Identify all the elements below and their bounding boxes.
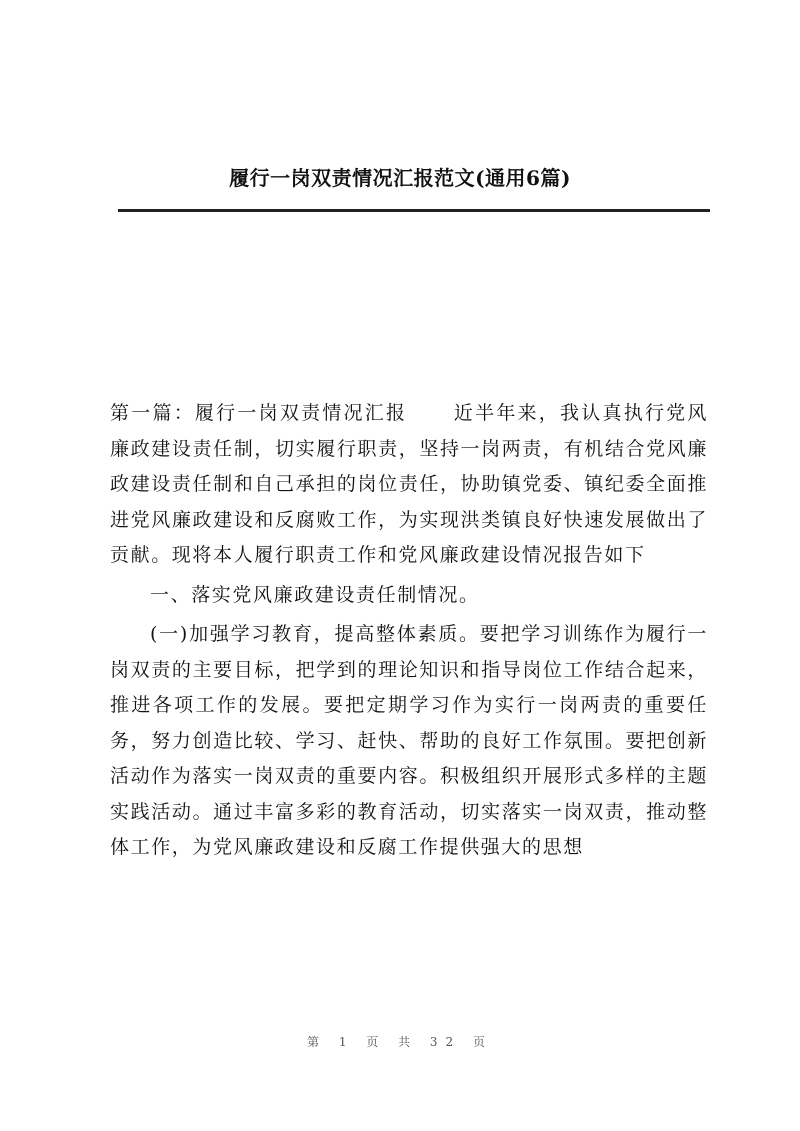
intro-paragraph [110,396,708,574]
document-title: 履行一岗双责情况汇报范文(通用6篇) [229,166,571,190]
intro-text: 近半年来，我认真执行党风廉政建设责任制，切实履行职责，坚持一岗两责，有机结合党风廉政建设责任制和自己承担的岗位责任，协助镇党委、镇纪委全面推进党风廉政建设和反腐败工作，为实现洪类镇良好快速发展做出了贡献。现将本人履行职责工作和党风廉政建设情况报告如下 [110,402,708,566]
title-divider [118,209,710,212]
paragraph-1: (一)加强学习教育，提高整体素质。要把学习训练作为履行一岗双责的主要目标，把学到的理论知识和指导岗位工作结合起来，推进各项工作的发展。要把定期学习作为实行一岗两责的重要任务，努力创造比较、学习、赶快、帮助的良好工作氛围。要把创新活动作为落实一岗双责的重要内容。积极组织开展形式多样的主题实践活动。通过丰富多彩的教育活动，切实落实一岗双责，推动整体工作，为党风廉政建设和反腐工作提供强大的思想 [110,623,708,858]
heading-1: 一、落实党风廉政建设责任制情况。 [150,583,480,606]
page-footer: 第 1 页 共 32 页 [307,1035,493,1049]
document-body [110,396,708,866]
section-heading: 第一篇：履行一岗双责情况汇报 [110,402,408,424]
